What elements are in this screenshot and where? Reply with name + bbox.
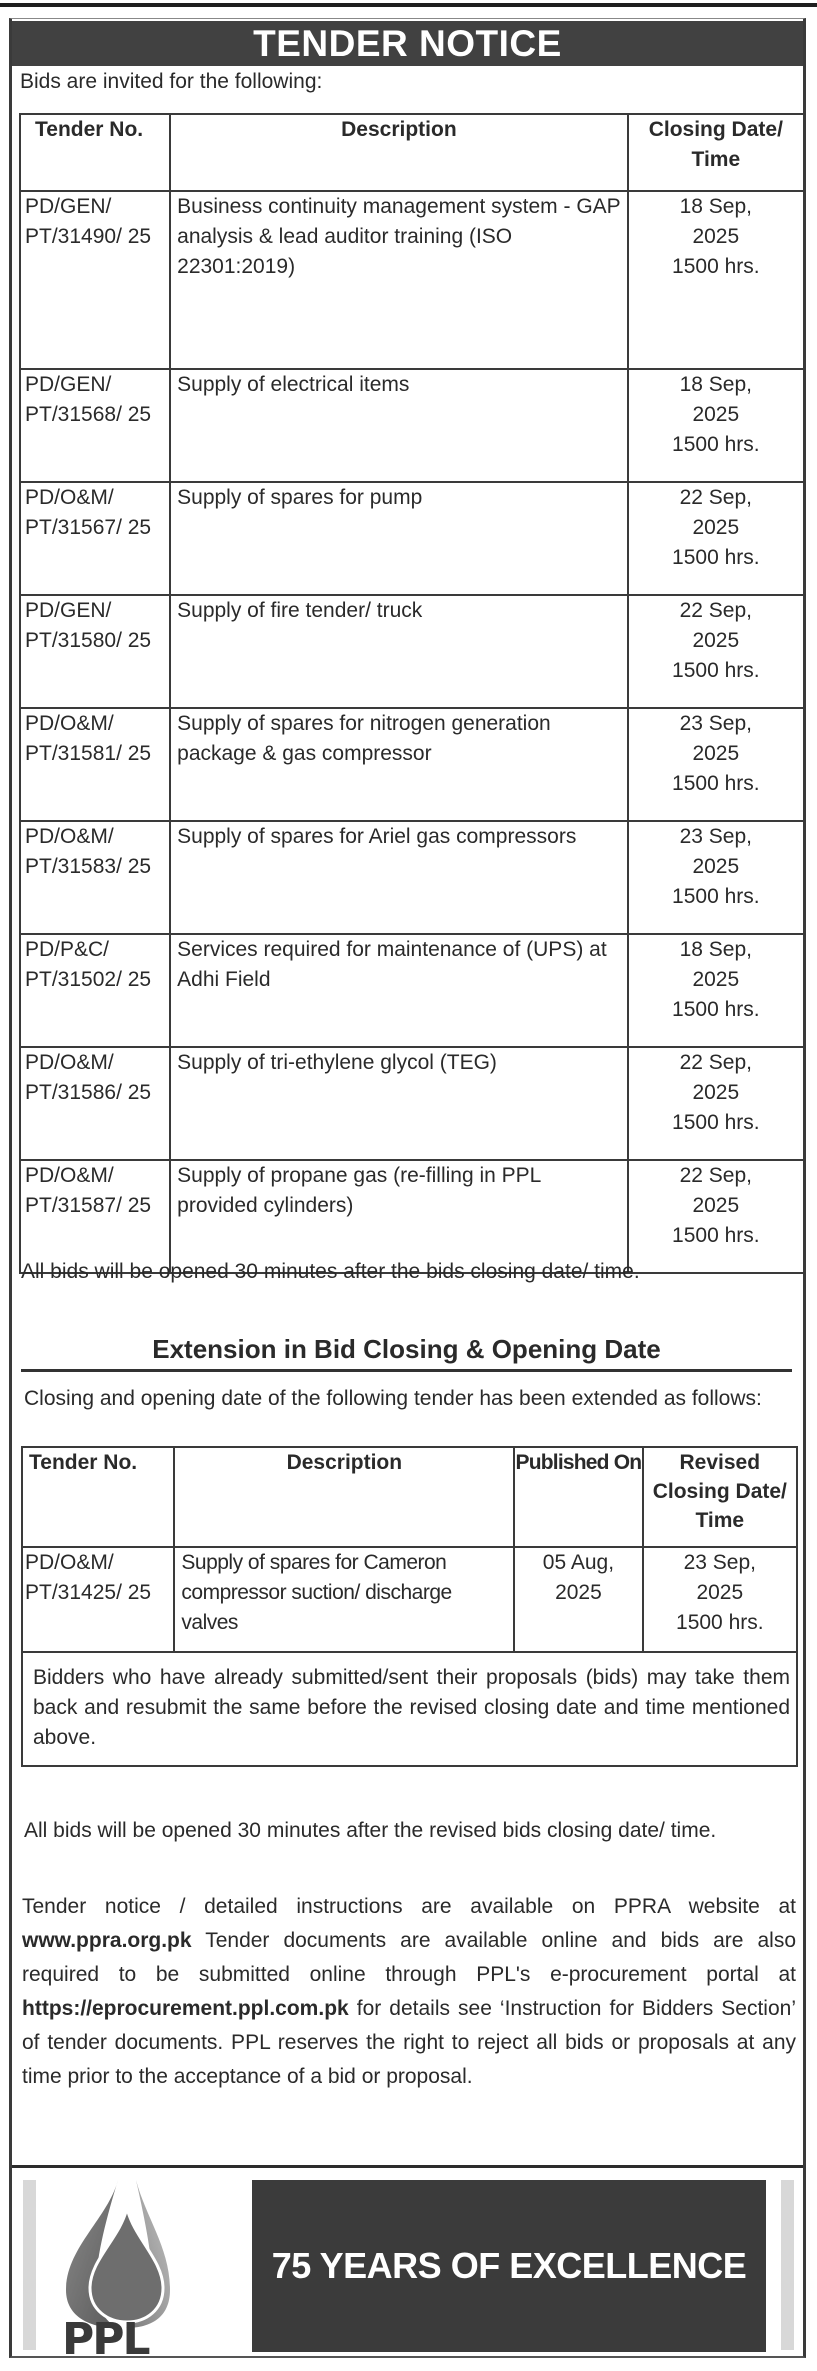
closing-time: 1500 hrs. [672, 546, 760, 569]
footer-side-bar-left [23, 2180, 36, 2350]
tender-description: Supply of spares for Ariel gas compressors [170, 821, 628, 934]
table-row [22, 1547, 797, 1652]
logo-text: PPL [62, 2314, 149, 2365]
table-row [20, 369, 804, 482]
tender-no: PD/O&M/ PT/31587/ 25 [20, 1160, 170, 1273]
intro-text: Bids are invited for the following: [20, 70, 323, 93]
table-header-row [20, 114, 804, 191]
info-text-1: Tender notice / detailed instructions are available on PPRA website at [22, 1895, 796, 1918]
tender-no: PD/GEN/ PT/31490/ 25 [20, 191, 170, 369]
tender-description: Business continuity management system - GAP analysis & lead auditor training (ISO 22301:2019) [170, 191, 628, 369]
closing-date: 22 Sep, 2025 [679, 1051, 753, 1104]
page-title: TENDER NOTICE [253, 22, 562, 64]
col-header-description: Description [170, 114, 628, 191]
closing-datetime [628, 191, 804, 369]
info-text-3: for details see ‘Instruction for Bidders Section’ of tender documents. PPL reserves the right to reject all bids or proposals at any time prior to the acceptance of a bid or proposal. [22, 1997, 796, 2088]
closing-time: 1500 hrs. [672, 1224, 760, 1247]
opening-note: All bids will be opened 30 minutes after the bids closing date/ time. [21, 1260, 640, 1283]
revised-datetime [643, 1547, 797, 1652]
extension-table [21, 1446, 798, 1767]
closing-time: 1500 hrs. [672, 255, 760, 278]
tender-description: Supply of spares for nitrogen generation package & gas compressor [170, 708, 628, 821]
top-rule [0, 3, 817, 7]
closing-datetime [628, 595, 804, 708]
col-header-revised: Revised Closing Date/ Time [643, 1447, 797, 1547]
table-row [20, 821, 804, 934]
tender-description: Supply of tri-ethylene glycol (TEG) [170, 1047, 628, 1160]
closing-datetime [628, 1047, 804, 1160]
closing-datetime [628, 482, 804, 595]
closing-date: 22 Sep, 2025 [679, 599, 753, 652]
tender-description: Supply of spares for pump [170, 482, 628, 595]
closing-time: 1500 hrs. [672, 998, 760, 1021]
closing-date: 18 Sep, 2025 [679, 195, 753, 248]
info-paragraph [22, 1890, 796, 2094]
revised-date: 23 Sep, 2025 [683, 1551, 756, 1604]
closing-datetime [628, 708, 804, 821]
eprocurement-link[interactable]: https://eprocurement.ppl.com.pk [22, 1997, 349, 2020]
tender-no: PD/GEN/ PT/31580/ 25 [20, 595, 170, 708]
table-row [20, 934, 804, 1047]
table-row [20, 191, 804, 369]
ppl-logo [50, 2178, 200, 2365]
extension-intro: Closing and opening date of the following tender has been extended as follows: [24, 1387, 762, 1410]
footer-divider [12, 2165, 803, 2168]
tender-no: PD/GEN/ PT/31568/ 25 [20, 369, 170, 482]
tender-no: PD/O&M/ PT/31586/ 25 [20, 1047, 170, 1160]
col-header-tender-no: Tender No. [22, 1447, 174, 1547]
col-header-description: Description [174, 1447, 514, 1547]
table-row [20, 482, 804, 595]
closing-date: 22 Sep, 2025 [679, 486, 753, 539]
closing-time: 1500 hrs. [672, 433, 760, 456]
table-row [20, 708, 804, 821]
bidders-note-row [22, 1652, 797, 1766]
closing-time: 1500 hrs. [672, 772, 760, 795]
published-value: 05 Aug, 2025 [542, 1551, 615, 1604]
tender-no: PD/O&M/ PT/31425/ 25 [22, 1547, 174, 1652]
tender-no: PD/O&M/ PT/31583/ 25 [20, 821, 170, 934]
closing-date: 18 Sep, 2025 [679, 373, 753, 426]
closing-datetime [628, 934, 804, 1047]
closing-date: 18 Sep, 2025 [679, 938, 753, 991]
tender-no: PD/P&C/ PT/31502/ 25 [20, 934, 170, 1047]
closing-date: 23 Sep, 2025 [679, 712, 753, 765]
tender-description: Supply of fire tender/ truck [170, 595, 628, 708]
closing-date: 22 Sep, 2025 [679, 1164, 753, 1217]
table-row [20, 595, 804, 708]
footer-side-bar-right [781, 2180, 794, 2350]
extension-title: Extension in Bid Closing & Opening Date [21, 1334, 792, 1372]
col-header-tender-no: Tender No. [20, 114, 170, 191]
tender-no: PD/O&M/ PT/31581/ 25 [20, 708, 170, 821]
closing-time: 1500 hrs. [672, 659, 760, 682]
tender-no: PD/O&M/ PT/31567/ 25 [20, 482, 170, 595]
tender-description: Supply of electrical items [170, 369, 628, 482]
closing-datetime [628, 369, 804, 482]
published-date [514, 1547, 642, 1652]
tender-description: Supply of propane gas (re-filling in PPL provided cylinders) [170, 1160, 628, 1273]
info-text-2: Tender documents are available online and bids are also required to be submitted online through PPL's e-procurement portal at [22, 1929, 796, 1986]
closing-datetime [628, 821, 804, 934]
tenders-table [19, 113, 805, 1274]
closing-date: 23 Sep, 2025 [679, 825, 753, 878]
revised-time: 1500 hrs. [676, 1611, 764, 1634]
bidders-note: Bidders who have already submitted/sent their proposals (bids) may take them back and resubmit the same before the revised closing date and time mentioned above. [22, 1652, 797, 1766]
table-header-row [22, 1447, 797, 1547]
slogan: 75 YEARS OF EXCELLENCE [271, 2245, 747, 2286]
revised-opening-note: All bids will be opened 30 minutes after the revised bids closing date/ time. [24, 1819, 717, 1842]
col-header-closing: Closing Date/ Time [628, 114, 804, 191]
tender-description: Services required for maintenance of (UPS) at Adhi Field [170, 934, 628, 1047]
anniversary-banner [252, 2180, 766, 2352]
closing-time: 1500 hrs. [672, 885, 760, 908]
col-header-published: Published On [514, 1447, 642, 1547]
closing-time: 1500 hrs. [672, 1111, 760, 1134]
tender-description: Supply of spares for Cameron compressor suction/ discharge valves [174, 1547, 514, 1652]
ppra-link[interactable]: www.ppra.org.pk [22, 1929, 192, 1952]
table-row [20, 1047, 804, 1160]
title-bar [12, 21, 803, 66]
